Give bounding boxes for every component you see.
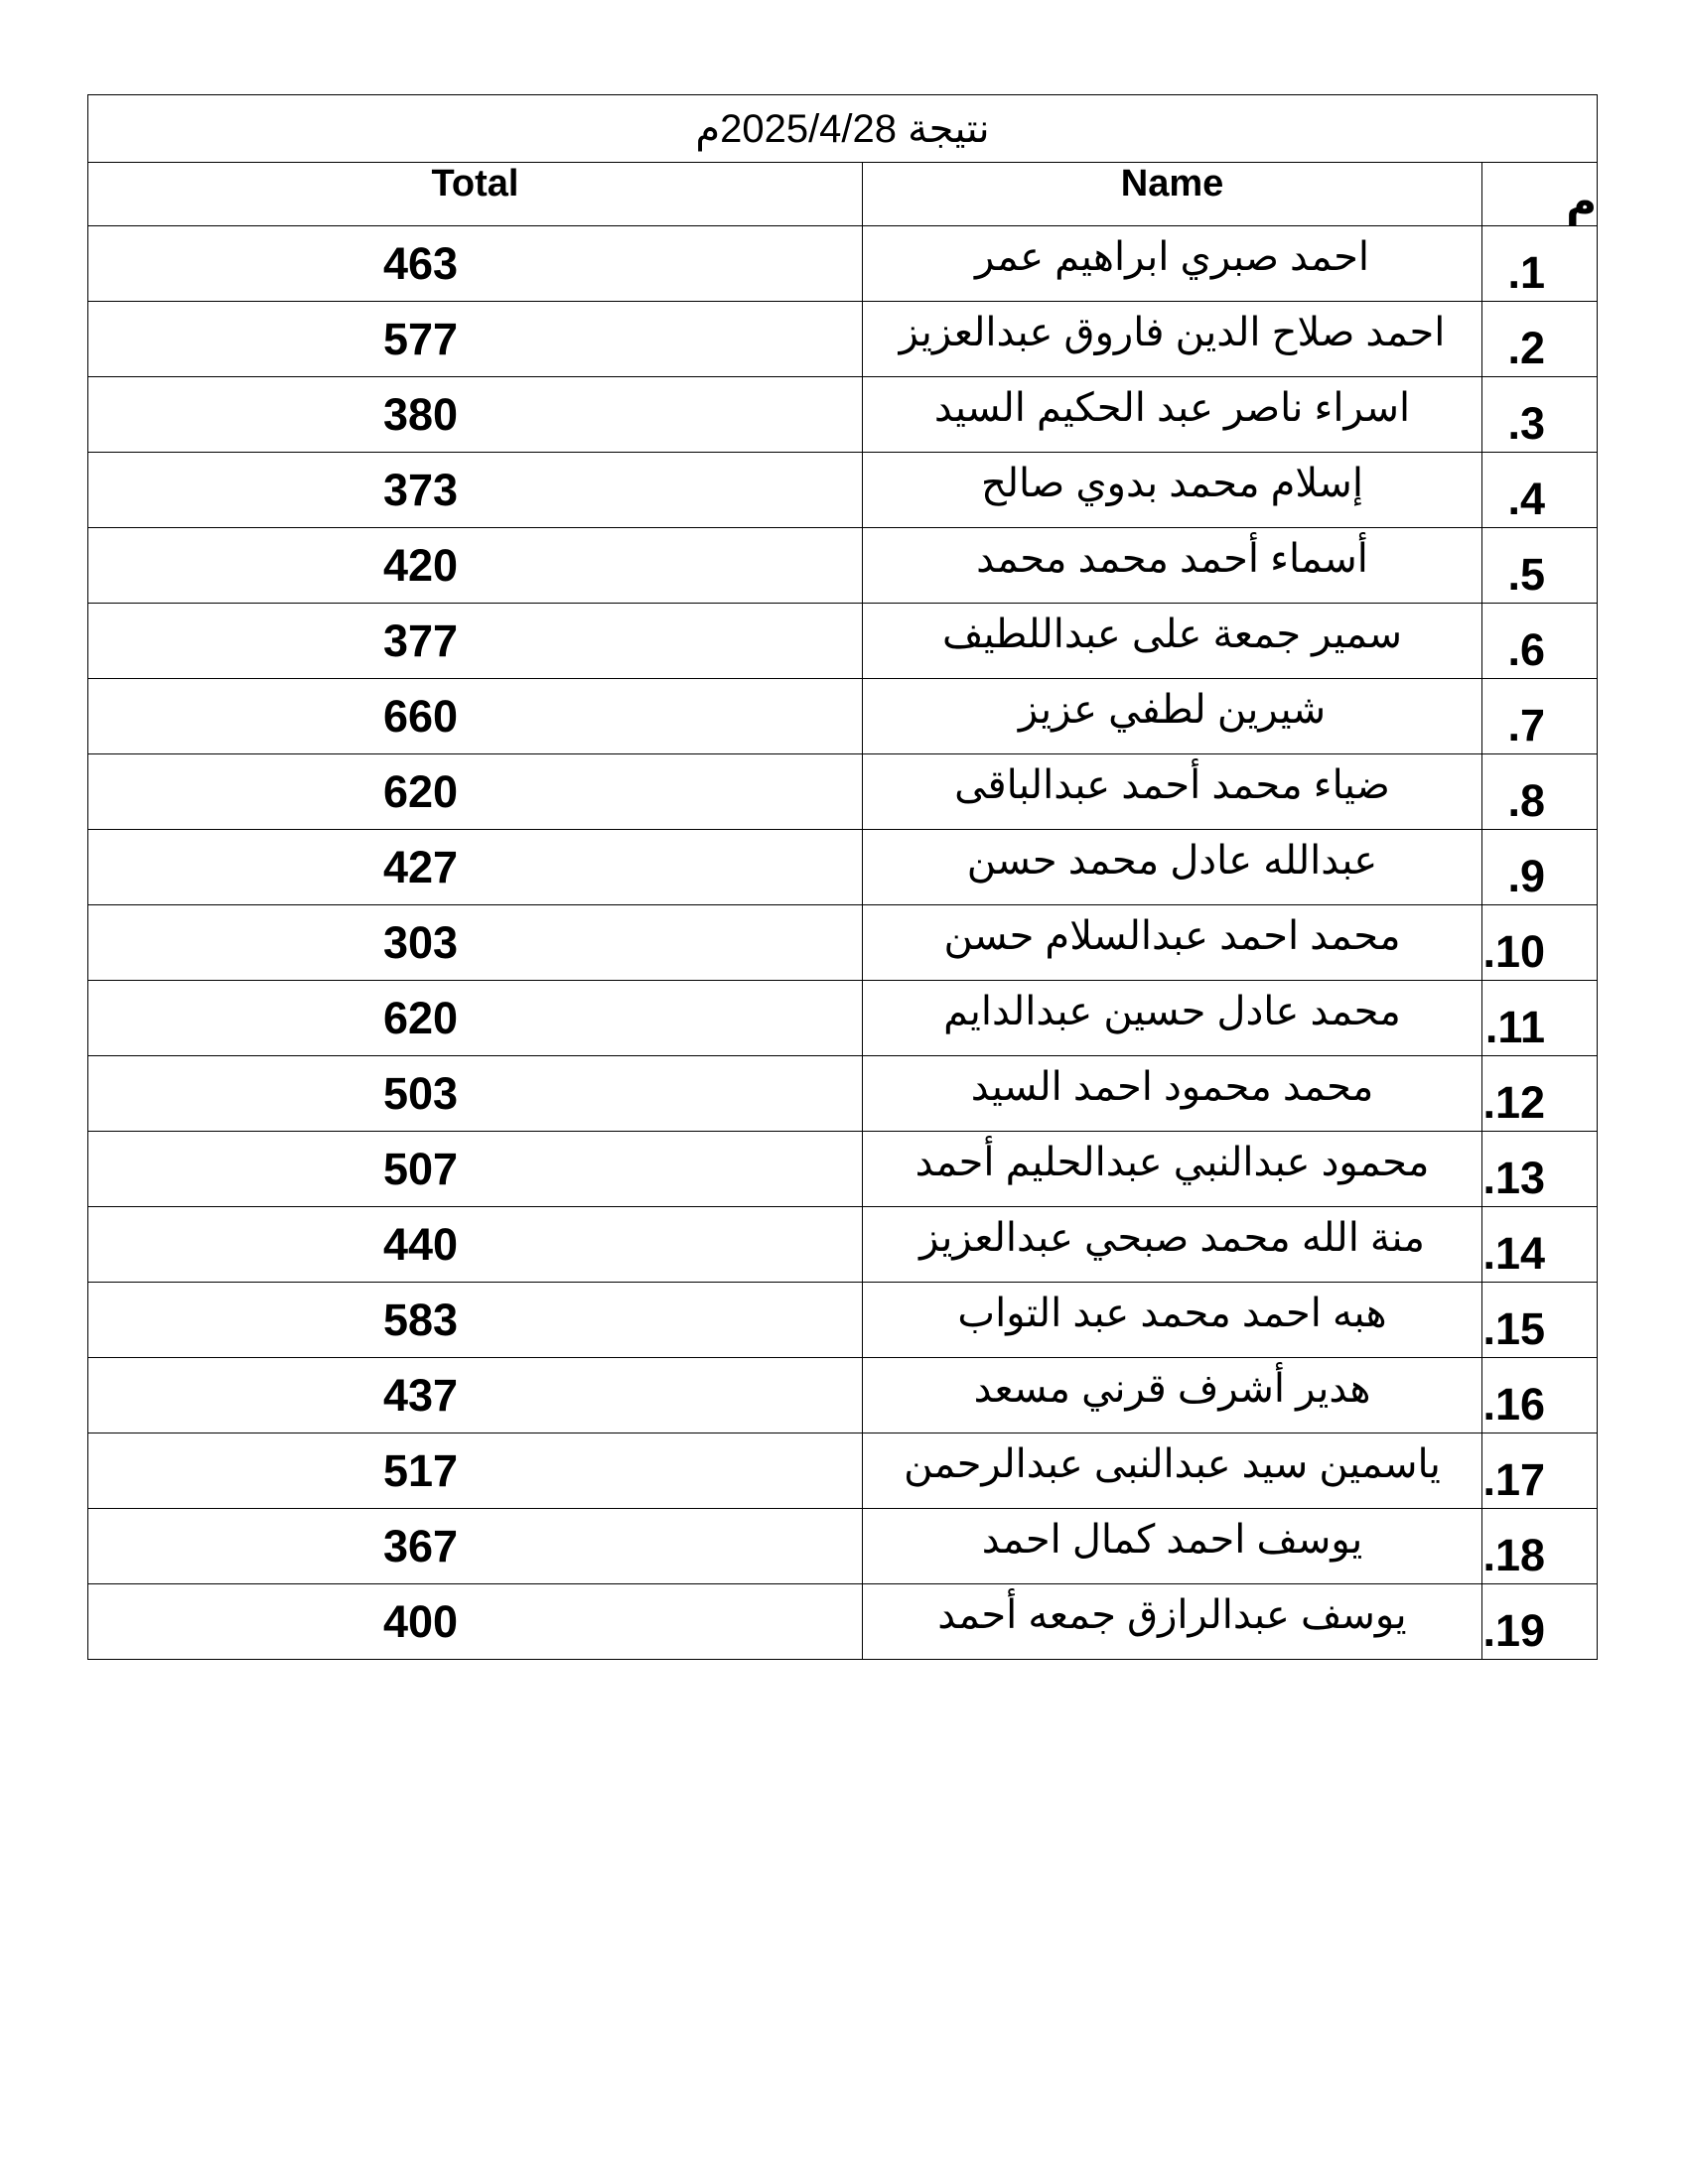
name-cell [863,1132,1482,1207]
row-number-cell [1482,1056,1598,1132]
total-cell: 437 [88,1358,863,1433]
total-cell: 620 [88,981,863,1056]
row-number: .3 [1507,398,1545,449]
name-cell [863,905,1482,981]
table-row [88,1056,1598,1132]
total-cell: 367 [88,1509,863,1584]
row-number: .15 [1482,1303,1545,1354]
table-row [88,1358,1598,1433]
row-number-cell [1482,226,1598,302]
results-table [87,94,1598,1660]
row-number-cell [1482,981,1598,1056]
total-cell: 380 [88,377,863,453]
total-cell: 420 [88,528,863,604]
student-name: عبدالله عادل محمد حسن [966,839,1378,883]
student-name: شيرين لطفي عزيز [1018,688,1327,732]
row-number: .14 [1482,1228,1545,1279]
name-cell [863,1509,1482,1584]
student-name: محمود عبدالنبي عبدالحليم أحمد [914,1141,1430,1184]
row-number: .6 [1507,624,1545,675]
table-row [88,830,1598,905]
table-row [88,754,1598,830]
table-row [88,453,1598,528]
table-title: نتيجة 2025/4/28م [695,106,990,151]
table-row [88,377,1598,453]
table-title-cell [88,95,1598,163]
row-number: .12 [1482,1077,1545,1128]
row-number: .16 [1482,1379,1545,1430]
row-number-cell [1482,302,1598,377]
name-cell [863,679,1482,754]
table-row [88,1283,1598,1358]
name-cell [863,453,1482,528]
student-name: أسماء أحمد محمد محمد [976,537,1368,581]
row-number: .7 [1507,700,1545,751]
row-number-cell [1482,1509,1598,1584]
student-name: محمد محمود احمد السيد [970,1065,1374,1109]
row-number-cell [1482,905,1598,981]
table-row [88,226,1598,302]
row-number-cell [1482,453,1598,528]
total-cell: 507 [88,1132,863,1207]
total-cell: 400 [88,1584,863,1660]
row-number: .11 [1484,1002,1545,1052]
name-cell [863,377,1482,453]
header-number: م [1482,163,1598,226]
title-row [88,95,1598,163]
name-cell [863,1433,1482,1509]
table-row [88,302,1598,377]
name-cell [863,1056,1482,1132]
row-number-cell [1482,830,1598,905]
name-cell [863,302,1482,377]
student-name: هدير أشرف قرني مسعد [973,1367,1371,1411]
rows-body [88,226,1598,1660]
student-name: ضياء محمد أحمد عبدالباقى [954,763,1390,807]
total-cell: 620 [88,754,863,830]
row-number: .5 [1507,549,1545,600]
row-number: .1 [1507,247,1545,298]
row-number: .2 [1507,323,1545,373]
student-name: احمد صبري ابراهيم عمر [975,235,1369,279]
table-row [88,1207,1598,1283]
header-name: Name [863,163,1482,226]
row-number-cell [1482,528,1598,604]
row-number: .17 [1482,1454,1545,1505]
total-cell: 303 [88,905,863,981]
total-cell: 427 [88,830,863,905]
row-number-cell [1482,1358,1598,1433]
table-row [88,905,1598,981]
student-name: يوسف عبدالرازق جمعه أحمد [937,1593,1407,1637]
name-cell [863,1358,1482,1433]
table-row [88,604,1598,679]
name-cell [863,754,1482,830]
student-name: ياسمين سيد عبدالنبى عبدالرحمن [904,1442,1441,1486]
student-name: احمد صلاح الدين فاروق عبدالعزيز [899,311,1446,354]
table-row [88,1132,1598,1207]
name-cell [863,528,1482,604]
total-cell: 517 [88,1433,863,1509]
table-row [88,528,1598,604]
name-cell [863,1283,1482,1358]
student-name: محمد احمد عبدالسلام حسن [943,914,1401,958]
student-name: سمير جمعة على عبداللطيف [942,613,1402,656]
student-name: محمد عادل حسين عبدالدايم [943,990,1401,1033]
table-row [88,679,1598,754]
row-number: .18 [1482,1530,1545,1580]
row-number: .19 [1482,1605,1545,1656]
total-cell: 463 [88,226,863,302]
row-number-cell [1482,1433,1598,1509]
table-row [88,1584,1598,1660]
table-row [88,981,1598,1056]
student-name: منة الله محمد صبحي عبدالعزيز [919,1216,1425,1260]
row-number-cell [1482,754,1598,830]
student-name: يوسف احمد كمال احمد [981,1518,1363,1562]
student-name: اسراء ناصر عبد الحكيم السيد [933,386,1411,430]
student-name: إسلام محمد بدوي صالح [981,462,1363,505]
row-number-cell [1482,377,1598,453]
header-row [88,163,1598,226]
name-cell [863,1207,1482,1283]
row-number: .10 [1482,926,1545,977]
name-cell [863,830,1482,905]
row-number-cell [1482,604,1598,679]
row-number-cell [1482,679,1598,754]
name-cell [863,604,1482,679]
name-cell [863,226,1482,302]
student-name: هبه احمد محمد عبد التواب [957,1292,1387,1335]
name-cell [863,981,1482,1056]
row-number: .9 [1507,851,1545,901]
total-cell: 660 [88,679,863,754]
total-cell: 583 [88,1283,863,1358]
total-cell: 377 [88,604,863,679]
row-number: .4 [1507,474,1545,524]
total-cell: 440 [88,1207,863,1283]
row-number-cell [1482,1207,1598,1283]
header-total: Total [88,163,863,226]
total-cell: 503 [88,1056,863,1132]
name-cell [863,1584,1482,1660]
row-number-cell [1482,1584,1598,1660]
total-cell: 373 [88,453,863,528]
table-row [88,1433,1598,1509]
table-row [88,1509,1598,1584]
row-number-cell [1482,1283,1598,1358]
total-cell: 577 [88,302,863,377]
row-number: .8 [1507,775,1545,826]
row-number-cell [1482,1132,1598,1207]
row-number: .13 [1482,1153,1545,1203]
